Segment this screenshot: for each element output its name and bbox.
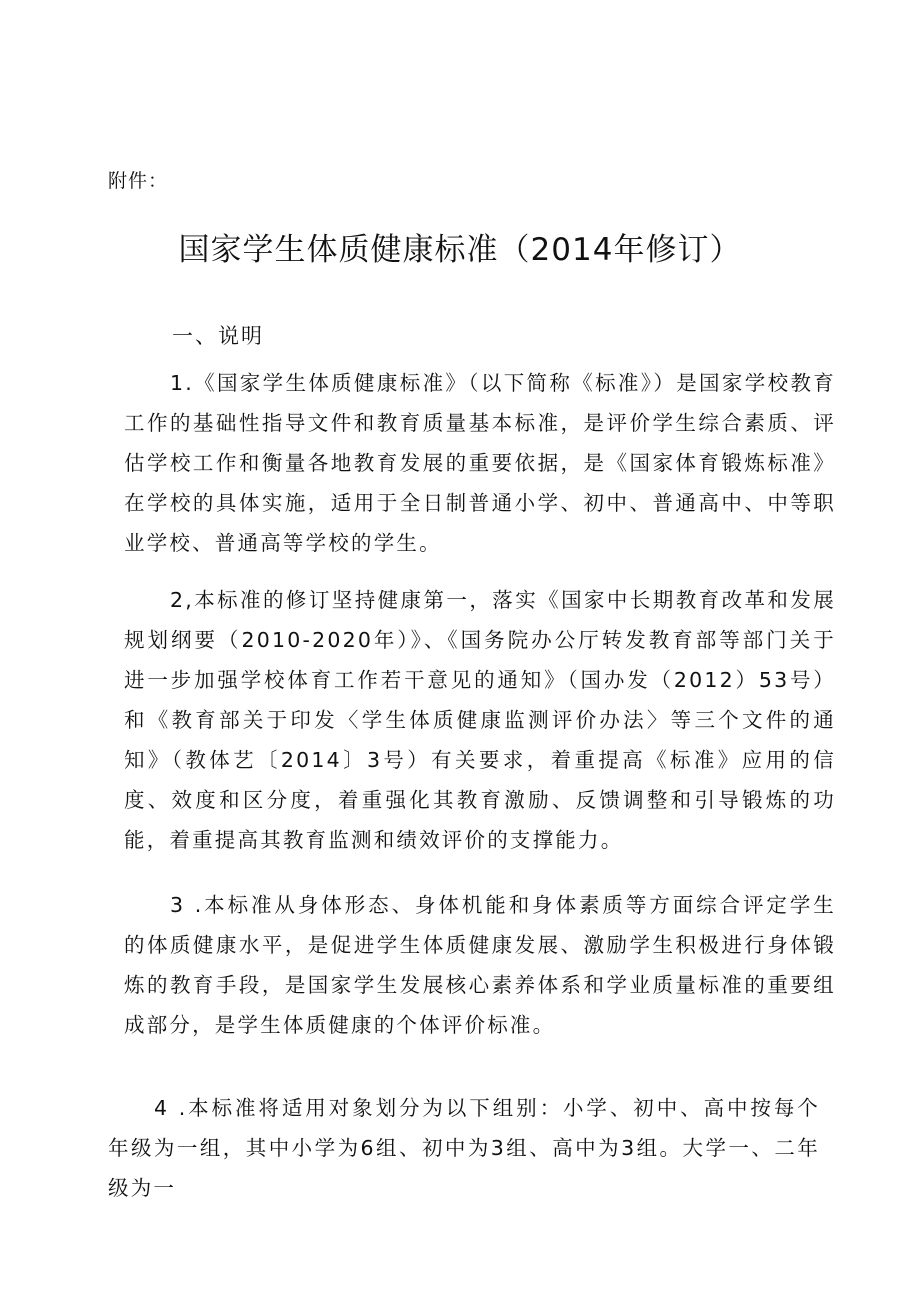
document-title: 国家学生体质健康标准（2014年修订） (178, 232, 742, 268)
section-heading: 一、说明 (172, 324, 264, 348)
paragraph-4: 4 .本标准将适用对象划分为以下组别：小学、初中、高中按每个年级为一组，其中小学为6组、初中为3组、高中为3组。大学一、二年级为一 (108, 1096, 820, 1200)
paragraph-3: 3 .本标准从身体形态、身体机能和身体素质等方面综合评定学生的体质健康水平，是促进学生体质健康发展、激励学生积极进行身体锻炼的教育手段，是国家学生发展核心素养体系和学业质量标准的重要组成部分，是学生体质健康的个体评价标准。 (124, 893, 836, 1037)
attachment-label: 附件： (108, 170, 169, 192)
paragraph-2: 2,本标准的修订坚持健康第一，落实《国家中长期教育改革和发展规划纲要（2010-2020年）》、《国务院办公厅转发教育部等部门关于进一步加强学校体育工作若干意见的通知》（国办发（2012）53号）和《教育部关于印发〈学生体质健康监测评价办法〉等三个文件的通知》（教体艺〔2014〕3号）有关要求，着重提高《标准》应用的信度、效度和区分度，着重强化其教育激励、反馈调整和引导锻炼的功能，着重提高其教育监测和绩效评价的支撑能力。 (124, 588, 836, 852)
paragraph-1: 1.《国家学生体质健康标准》（以下简称《标准》）是国家学校教育工作的基础性指导文件和教育质量基本标准，是评价学生综合素质、评估学校工作和衡量各地教育发展的重要依据，是《国家体育锻炼标准》在学校的具体实施，适用于全日制普通小学、初中、普通高中、中等职业学校、普通高等学校的学生。 (124, 371, 836, 555)
